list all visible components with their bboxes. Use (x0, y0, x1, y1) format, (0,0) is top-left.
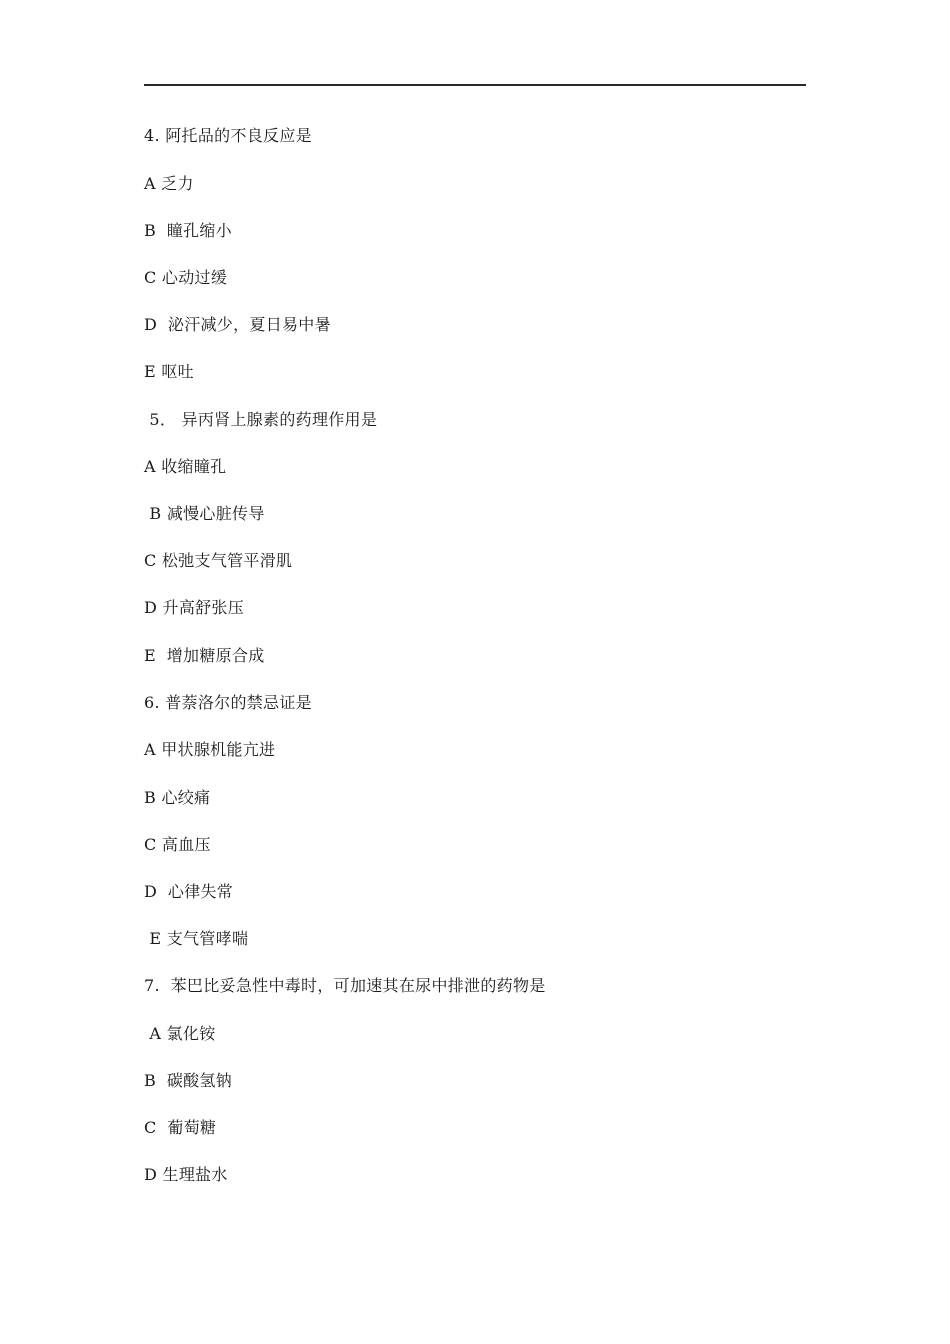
question-5-option-d: D 升高舒张压 (144, 598, 245, 617)
question-5-option-a: A 收缩瞳孔 (144, 457, 227, 476)
question-4-option-d: D 泌汗减少，夏日易中暑 (144, 315, 331, 334)
question-5-option-c: C 松弛支气管平滑肌 (144, 551, 293, 570)
question-4-stem: 4. 阿托品的不良反应是 (144, 126, 312, 145)
question-7-option-d: D 生理盐水 (144, 1165, 228, 1184)
question-6-option-c: C 高血压 (144, 835, 211, 854)
question-4-option-b: B 瞳孔缩小 (144, 221, 233, 240)
question-5-option-b: B 减慢心脏传导 (144, 504, 265, 523)
question-7-option-c: C 葡萄糖 (144, 1118, 217, 1137)
question-6-stem: 6. 普萘洛尔的禁忌证是 (144, 693, 312, 712)
question-6-option-b: B 心绞痛 (144, 788, 211, 807)
question-7-option-a: A 氯化铵 (144, 1024, 216, 1043)
question-5-option-e: E 增加糖原合成 (144, 646, 265, 665)
question-7-stem: 7. 苯巴比妥急性中毒时，可加速其在尿中排泄的药物是 (144, 976, 546, 995)
question-6-option-d: D 心律失常 (144, 882, 234, 901)
question-4-option-c: C 心动过缓 (144, 268, 228, 287)
question-6-option-a: A 甲状腺机能亢进 (144, 740, 276, 759)
question-7-option-b: B 碳酸氢钠 (144, 1071, 233, 1090)
question-5-stem: 5． 异丙肾上腺素的药理作用是 (144, 410, 378, 429)
question-4-option-e: E 呕吐 (144, 362, 194, 381)
question-6-option-e: E 支气管哮喘 (144, 929, 249, 948)
question-4-option-a: A 乏力 (144, 174, 194, 193)
